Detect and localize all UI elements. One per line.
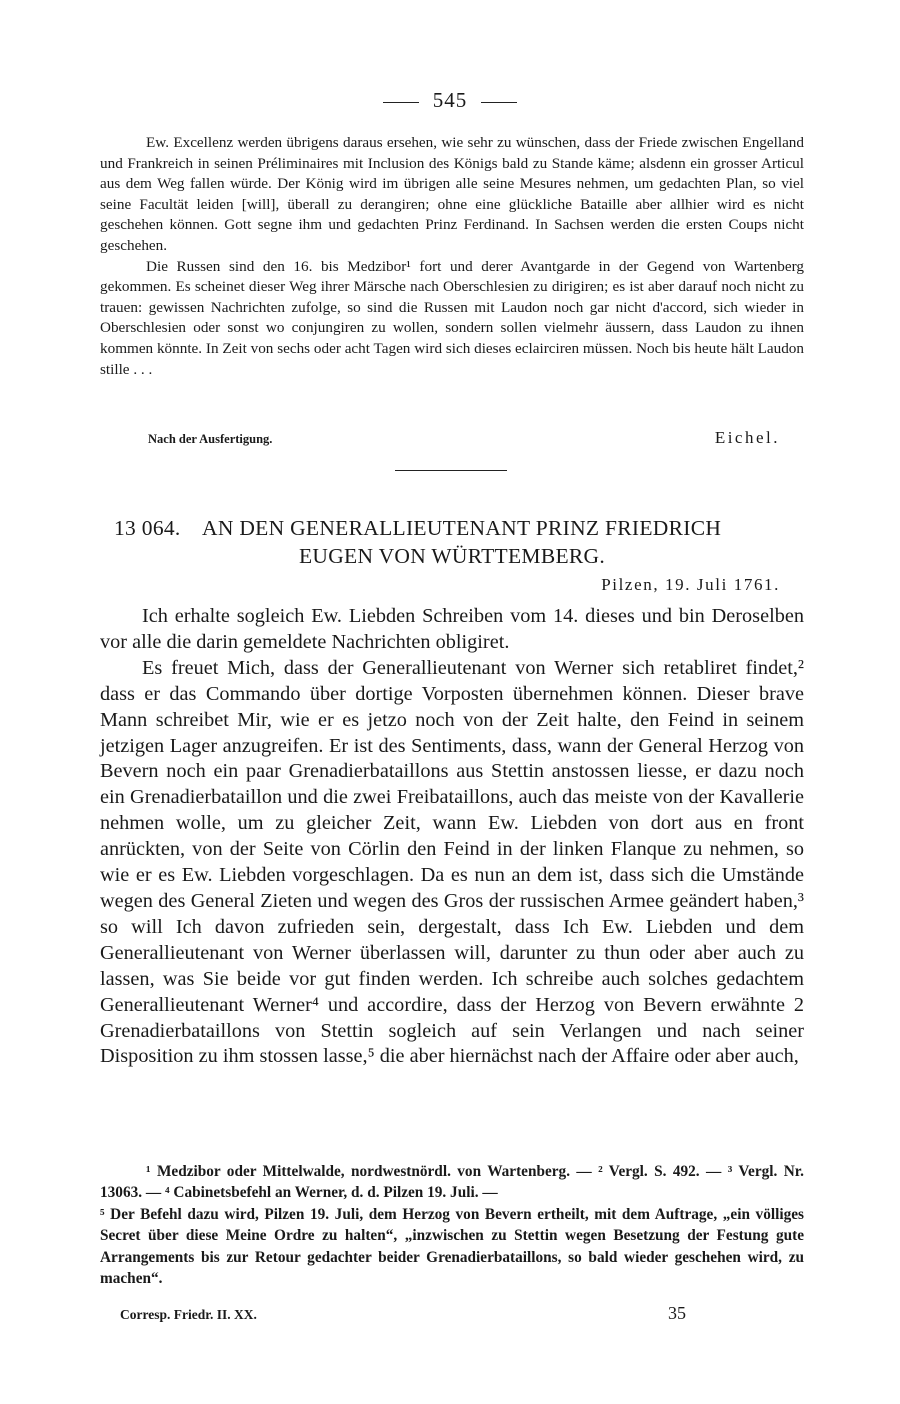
signature-mark: 35 xyxy=(668,1303,686,1323)
section-divider xyxy=(395,470,507,471)
letter-heading-line2: EUGEN VON WÜRTTEMBERG. xyxy=(298,544,606,568)
page-number: 545 xyxy=(432,88,468,112)
signature: Eichel. xyxy=(714,428,780,447)
series-title: Corresp. Friedr. II. XX. xyxy=(120,1307,257,1322)
letter-number: 13 064. xyxy=(114,516,181,540)
previous-letter-text xyxy=(100,133,804,380)
letter-dateline: Pilzen, 19. Juli 1761. xyxy=(601,575,780,594)
signature-row xyxy=(148,428,780,448)
footnotes xyxy=(100,1161,804,1289)
footnote-line: ¹ Medzibor oder Mittelwalde, nordwestnördl. von Wartenberg. — ² Vergl. S. 492. — ³ Vergl. Nr. 13063. — ⁴ Cabinetsbefehl an Werner, d. d. Pilzen 19. Juli. — xyxy=(100,1163,804,1202)
previous-letter-paragraph: Ew. Excellenz werden übrigens daraus ersehen, wie sehr zu wünschen, dass der Friede zwischen Engelland und Frankreich in seinen Préliminaires mit Inclusion des Königs bald zu Stande käme; alsdenn ein grosser Articul aus dem Weg fallen würde. Der König wird im übrigen alle seine Mesures nehmen, um gedachten Plan, so viel seine Facultät leiden [will], überall zu derangiren; ohne eine glückliche Bataille aber allhier wird es nicht geschehen können. Gott segne ihm und gedachten Prinz Ferdinand. In Sachsen werden die ersten Coups nicht geschehen. xyxy=(100,134,804,254)
source-note: Nach der Ausfertigung. xyxy=(148,432,273,446)
letter-body xyxy=(100,604,804,1070)
previous-letter-paragraph: Die Russen sind den 16. bis Medzibor¹ fort und derer Avantgarde in der Gegend von Wartenberg gekommen. Es scheinet dieser Weg ihrer Märsche nach Oberschlesien zu dirigiren; es ist aber darauf noch nicht zu trauen: gewissen Nachrichten zufolge, so sind die Russen mit Laudon noch gar nicht d'accord, sich wieder in Oberschlesien oder sonst wo conjungiren zu wollen, sondern sollen vielmehr äussern, dass Laudon zu ihnen kommen könnte. In Zeit von sechs oder acht Tagen wird sich dieses eclairciren müssen. Noch bis heute hält Laudon stille . . . xyxy=(100,257,804,378)
letter-heading-line1: AN DEN GENERALLIEUTENANT PRINZ FRIEDRICH xyxy=(202,516,722,540)
page-footer xyxy=(120,1303,686,1324)
header-dash-left xyxy=(383,102,419,103)
letter-paragraph: Es freuet Mich, dass der Generallieutenant von Werner sich retabliret findet,² dass er das Commando über dortige Vorposten übernehmen können. Dieser brave Mann schreibet Mir, wie er es jetzo noch von der Zeit halte, den Feind in seinem jetzigen Lager anzugreifen. Er ist des Sentiments, dass, wann der General Herzog von Bevern noch ein paar Grenadierbataillons aus Stettin anstossen liesse, er dazu noch ein Grenadierbataillon und die zwei Freibataillons, auch das meiste von der Kavallerie nehmen wolle, um zu gleicher Zeit, wann Ew. Liebden von dort aus en front anrückten, von der Seite von Cörlin den Feind in der linken Flanque zu nehmen, so wie er es Ew. Liebden vorgeschlagen. Da es nun an dem ist, dass sich die Umstände wegen des General Zieten und wegen des Gros der russischen Armee geändert haben,³ so will Ich davon zufrieden sein, dergestalt, dass Ich Ew. Liebden und dem Generallieutenant von Werner überlassen will, darunter zu thun oder aber auch zu lassen, was Sie beide vor gut finden werden. Ich schreibe auch solches gedachtem Generallieutenant Werner⁴ und accordire, dass der Herzog von Bevern erwähnte 2 Grenadierbataillons von Stettin sogleich auf sein Verlangen und nach seiner Disposition zu ihm stossen lasse,⁵ die aber hiernächst nach der Affaire oder aber auch, xyxy=(100,656,804,1068)
header-dash-right xyxy=(481,102,517,103)
letter-paragraph: Ich erhalte sogleich Ew. Liebden Schreiben vom 14. dieses und bin Deroselben vor alle die darin gemeldete Nachrichten obligiret. xyxy=(100,605,804,653)
footnote-line: ⁵ Der Befehl dazu wird, Pilzen 19. Juli, dem Herzog von Bevern ertheilt, mit dem Auftrage, „ein völliges Secret über diese Meine Ordre zu halten“, „inzwischen zu Stettin wegen Besetzung der Festung gute Arrangements bis zur Retour gedachter beider Grenadierbataillons, so bald wieder geschehen wird, zu machen“. xyxy=(100,1205,804,1288)
page-header xyxy=(0,88,900,113)
